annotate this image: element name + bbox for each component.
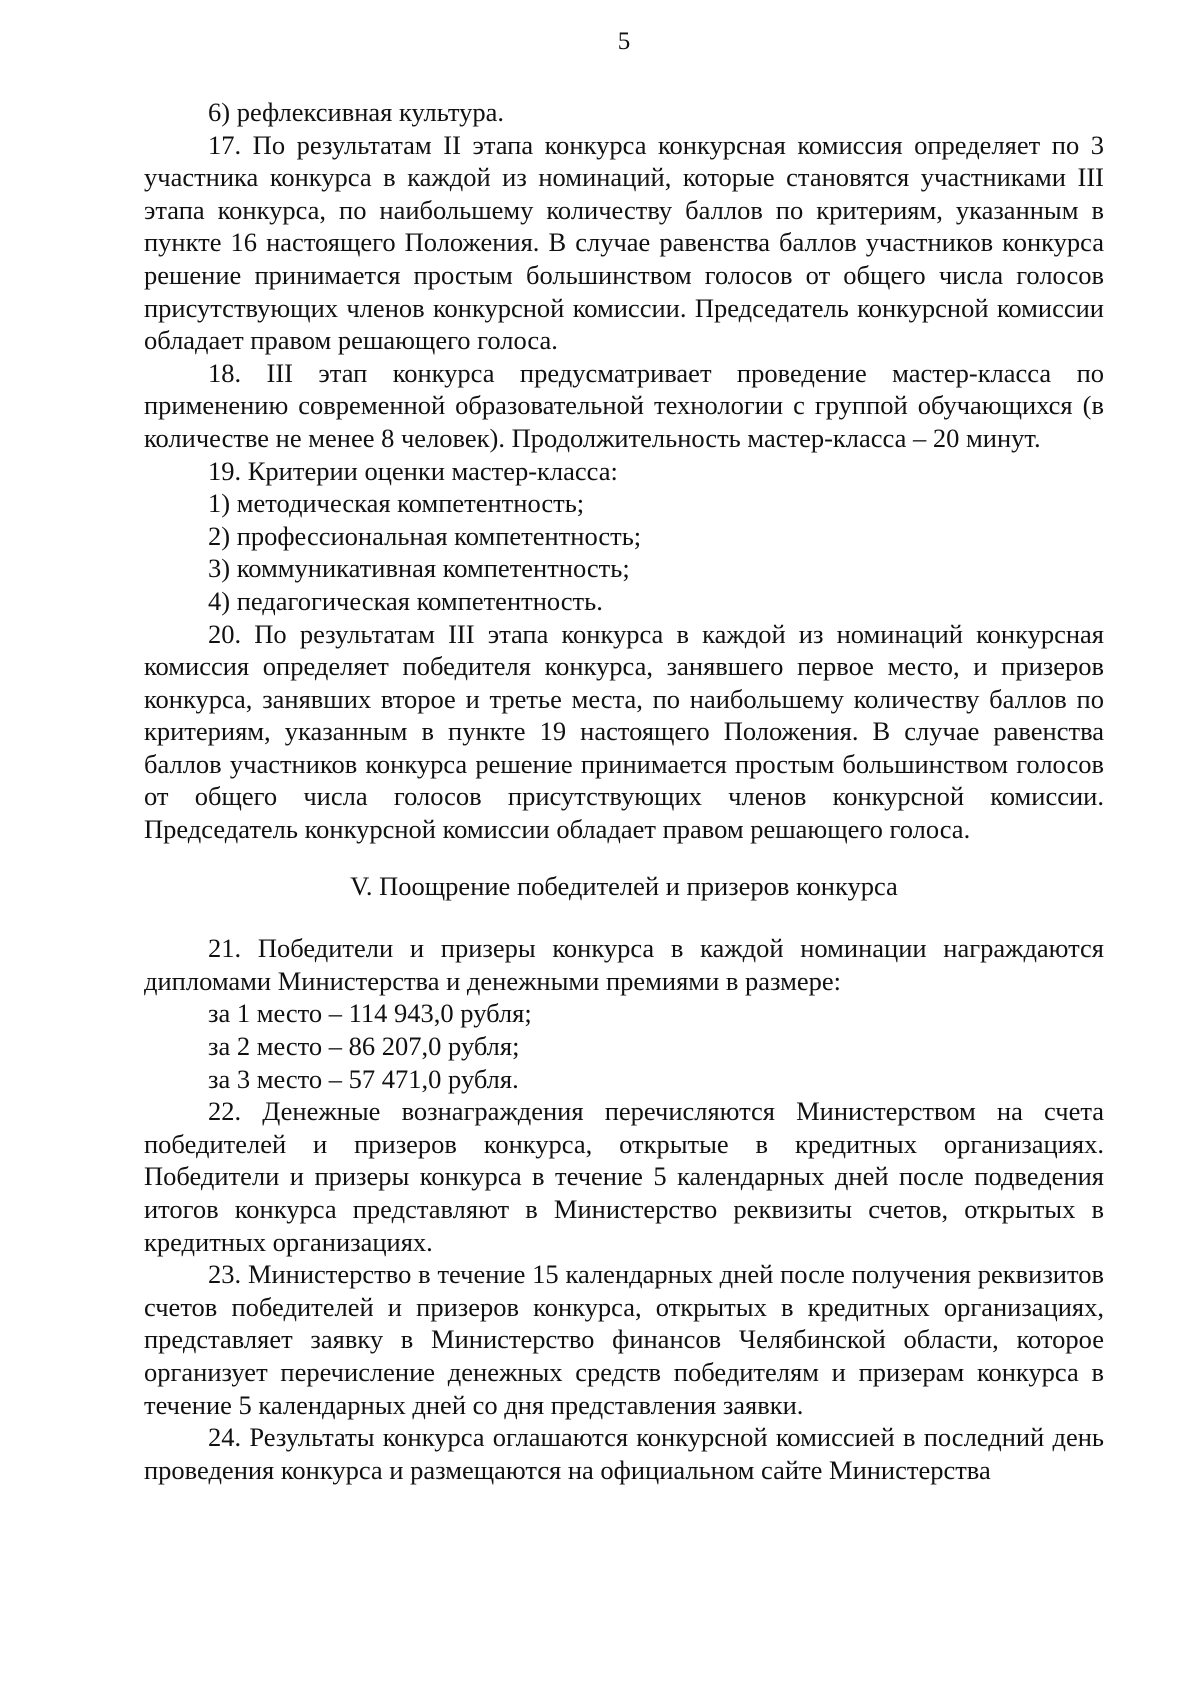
list-item-3: 3) коммуникативная компетентность; — [208, 553, 630, 584]
prize-third-place: за 3 место – 57 471,0 рубля. — [208, 1063, 519, 1094]
paragraph-item-6-reflexive-culture: 6) рефлексивная культура. — [208, 97, 504, 127]
paragraph-18: 18. III этап конкурса предусматривает проведение мастер-класса по применению современной образовательной технологии с группой обучающихся (в количестве не менее 8 человек). Продолжительность мастер-класса – 20 минут. — [144, 357, 1104, 453]
paragraph-19: 19. Критерии оценки мастер-класса: — [208, 455, 618, 486]
paragraph-21: 21. Победители и призеры конкурса в каждой номинации награждаются дипломами Министерства и денежными премиями в размере: — [144, 933, 1104, 996]
list-item-1: 1) методическая компетентность; — [208, 488, 585, 519]
prize-second-place: за 2 место – 86 207,0 рубля; — [208, 1031, 520, 1062]
paragraph-22: 22. Денежные вознаграждения перечисляются Министерством на счета победителей и призеров конкурса, открытые в кредитных организациях. Победители и призеры конкурса в течение 5 календарных дней после подведения итогов конкурса представляют в Министерство реквизиты счетов, открытых в кредитных организациях. — [144, 1096, 1104, 1257]
paragraph-17: 17. По результатам II этапа конкурса конкурсная комиссия определяет по 3 участника конкурса в каждой из номинаций, которые становятся участниками III этапа конкурса, по наибольшему количеству баллов по критериям, указанным в пункте 16 настоящего Положения. В случае равенства баллов участников конкурса решение принимается простым большинством голосов от общего числа голосов присутствующих членов конкурсной комиссии. Председатель конкурсной комиссии обладает правом решающего голоса. — [144, 129, 1104, 356]
paragraph-20: 20. По результатам III этапа конкурса в каждой из номинаций конкурсная комиссия определяет победителя конкурса, занявшего первое место, и призеров конкурса, занявших второе и третье места, по наибольшему количеству баллов по критериям, указанным в пункте 19 настоящего Положения. В случае равенства баллов участников конкурса решение принимается простым большинством голосов от общего числа голосов присутствующих членов конкурсной комиссии. Председатель конкурсной комиссии обладает правом решающего голоса. — [144, 618, 1104, 845]
paragraph-23: 23. Министерство в течение 15 календарных дней после получения реквизитов счетов победителей и призеров конкурса, открытых в кредитных организациях, представляет заявку в Министерство финансов Челябинской области, которое организует перечисление денежных средств победителям и призерам конкурса в течение 5 календарных дней со дня представления заявки. — [144, 1259, 1104, 1420]
section-heading: V. Поощрение победителей и призеров конкурса — [350, 870, 898, 901]
list-item-4: 4) педагогическая компетентность. — [208, 585, 603, 616]
list-item-2: 2) профессиональная компетентность; — [208, 520, 642, 551]
paragraph-24: 24. Результаты конкурса оглашаются конкурсной комиссией в последний день проведения конкурса и размещаются на официальном сайте Министерства — [144, 1422, 1104, 1485]
prize-first-place: за 1 место – 114 943,0 рубля; — [208, 998, 532, 1029]
page-number: 5 — [617, 28, 631, 55]
document-body — [144, 96, 1104, 1486]
